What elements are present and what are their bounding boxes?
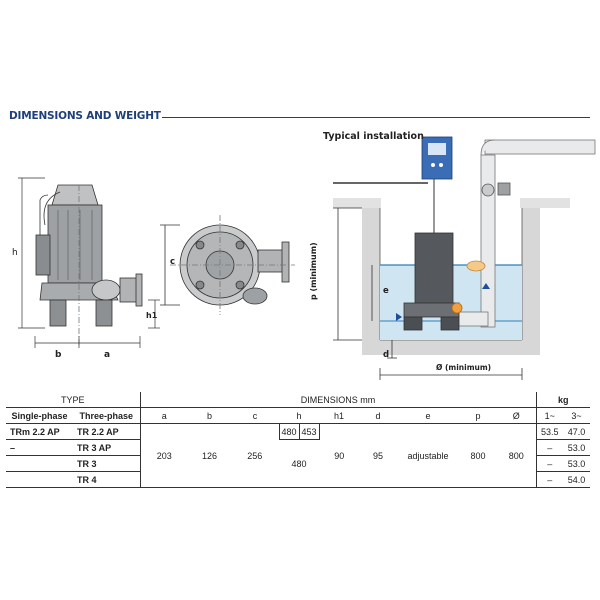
three-phase-cell: TR 3 AP: [73, 440, 140, 456]
single-phase-cell: –: [6, 440, 73, 456]
value-c: 256: [231, 424, 279, 488]
type-header: TYPE: [6, 392, 140, 408]
col-c: c: [231, 408, 279, 424]
single-phase-cell: [6, 456, 73, 472]
col-b: b: [188, 408, 231, 424]
kg1-cell: –: [536, 440, 563, 456]
label-p: p (minimum): [309, 242, 318, 300]
label-d: d: [383, 350, 390, 360]
table-header-row-2: [6, 408, 590, 424]
value-h-split-2: 453: [299, 424, 319, 440]
kg3-cell: 53.0: [563, 440, 590, 456]
col-p: p: [459, 408, 497, 424]
kg3-cell: 53.0: [563, 456, 590, 472]
kg3-cell: 54.0: [563, 472, 590, 488]
label-a: a: [104, 350, 111, 360]
kg3-cell: 47.0: [563, 424, 590, 440]
pump-top-view: [160, 215, 295, 315]
col-a: a: [140, 408, 188, 424]
single-phase-cell: TRm 2.2 AP: [6, 424, 73, 440]
label-h1: h1: [146, 311, 158, 320]
single-phase-header: Single-phase: [6, 408, 73, 424]
value-p: 800: [459, 424, 497, 488]
dimensions-header: DIMENSIONS mm: [140, 392, 536, 408]
kg1-cell: 53.5: [536, 424, 563, 440]
three-phase-cell: TR 4: [73, 472, 140, 488]
label-diameter: Ø (minimum): [436, 363, 492, 372]
installation-drawing: [333, 137, 595, 380]
pump-side-view: [36, 185, 142, 345]
value-diameter: 800: [497, 424, 536, 488]
single-phase-cell: [6, 472, 73, 488]
value-a: 203: [140, 424, 188, 488]
label-b: b: [55, 350, 62, 360]
label-h: h: [12, 248, 18, 258]
kg1-cell: –: [536, 472, 563, 488]
section-title-rule: [162, 117, 590, 118]
col-kg3: 3~: [563, 408, 590, 424]
value-b: 126: [188, 424, 231, 488]
col-diameter: Ø: [497, 408, 536, 424]
col-h: h: [279, 408, 319, 424]
col-kg1: 1~: [536, 408, 563, 424]
label-e: e: [383, 286, 389, 296]
col-e: e: [397, 408, 459, 424]
col-d: d: [359, 408, 397, 424]
installation-title: Typical installation: [323, 131, 424, 142]
section-title: DIMENSIONS AND WEIGHT: [9, 110, 161, 122]
three-phase-cell: TR 2.2 AP: [73, 424, 140, 440]
value-d: 95: [359, 424, 397, 488]
table-header-row-1: [6, 392, 590, 408]
dimensions-table: [6, 392, 590, 488]
value-h-split-1: 480: [279, 424, 299, 440]
technical-drawings: [0, 125, 600, 385]
three-phase-cell: TR 3: [73, 456, 140, 472]
three-phase-header: Three-phase: [73, 408, 140, 424]
table-row: [6, 424, 590, 440]
kg1-cell: –: [536, 456, 563, 472]
value-h: 480: [279, 440, 319, 488]
label-c: c: [170, 257, 176, 267]
value-e: adjustable: [397, 424, 459, 488]
kg-header: kg: [536, 392, 590, 408]
col-h1: h1: [319, 408, 359, 424]
value-h1: 90: [319, 424, 359, 488]
